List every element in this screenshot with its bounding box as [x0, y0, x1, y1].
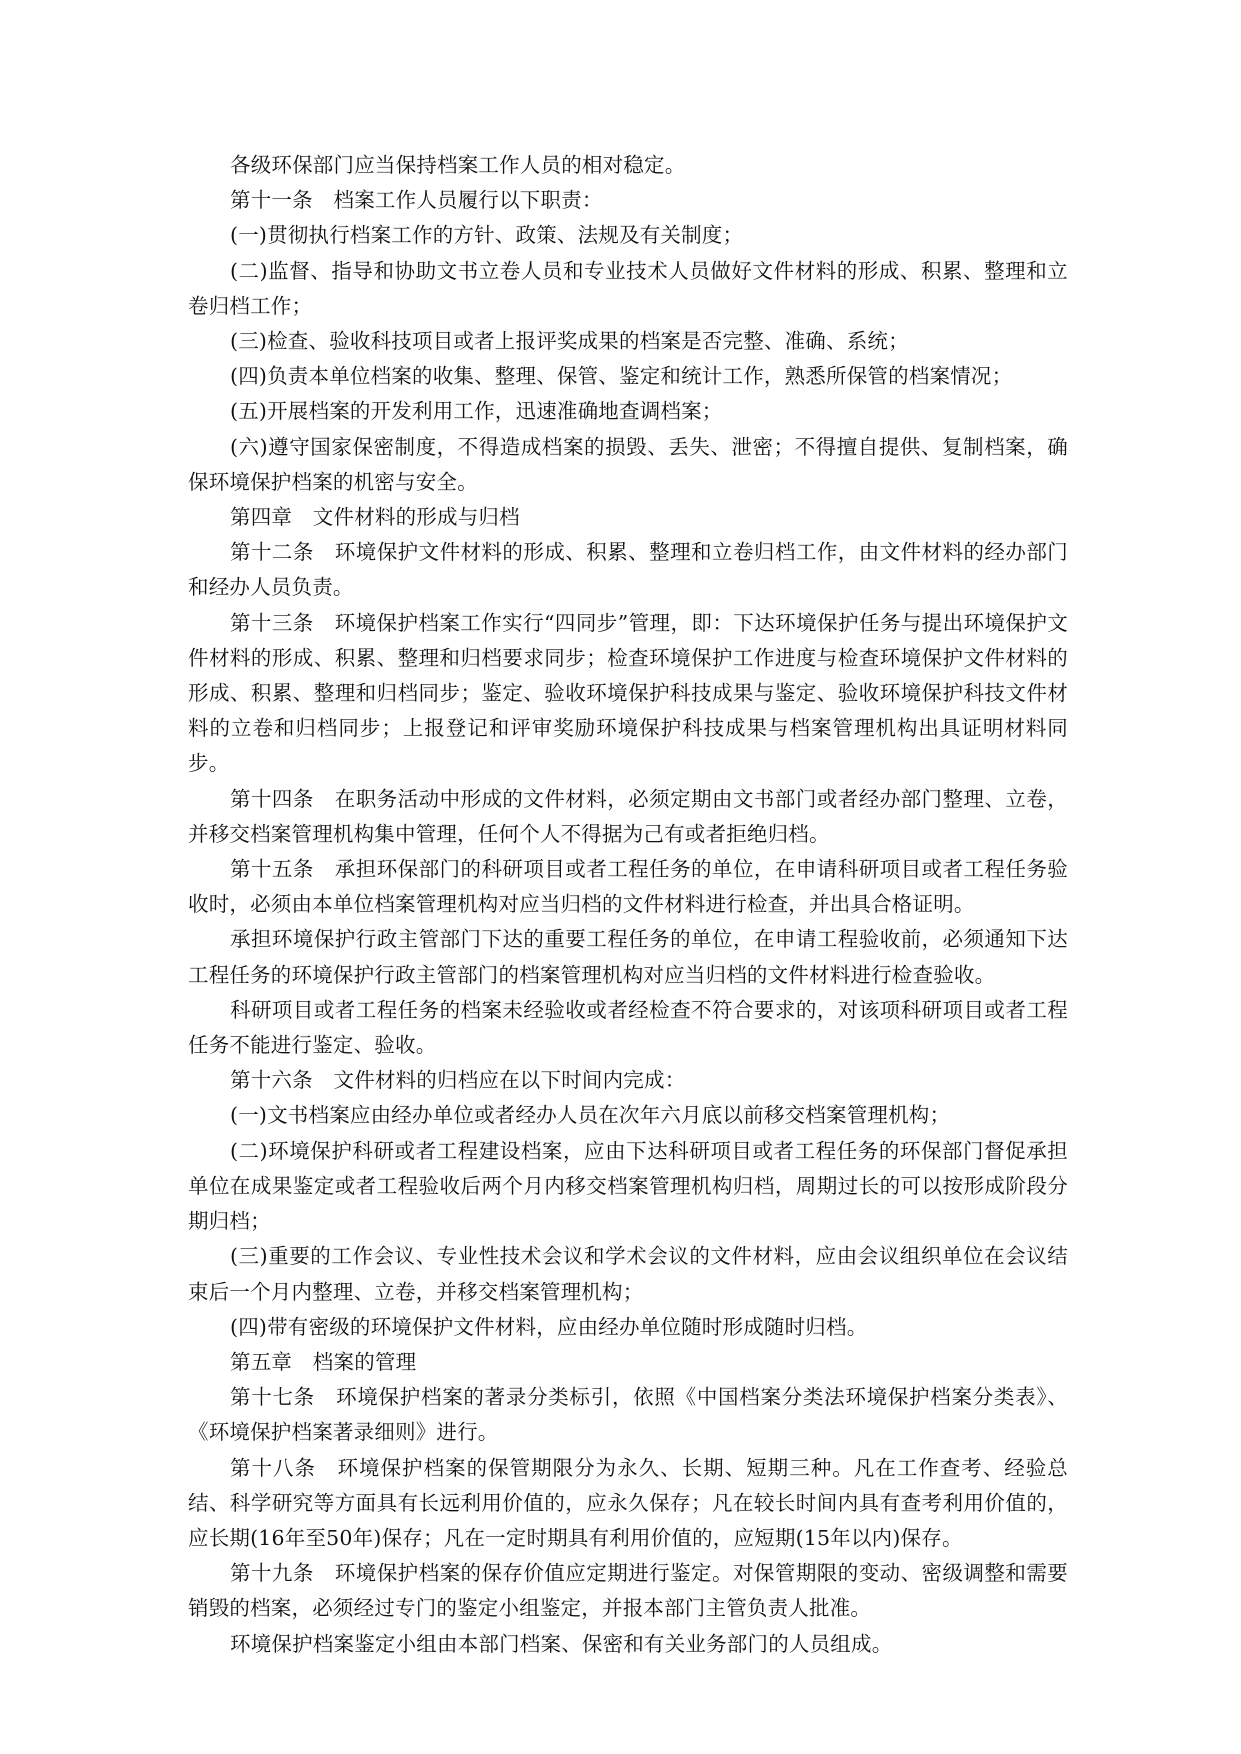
chapter-4-heading: 第四章 文件材料的形成与归档	[230, 505, 520, 530]
list-item: (四)负责本单位档案的收集、整理、保管、鉴定和统计工作，熟悉所保管的档案情况；	[230, 364, 1013, 389]
article-12: 第十二条 环境保护文件材料的形成、积累、整理和立卷归档工作，由文件材料的经办部门和经办人员负责。	[188, 540, 1068, 600]
article-17: 第十七条 环境保护档案的著录分类标引，依照《中国档案分类法环境保护档案分类表》、《环境保护档案著录细则》进行。	[188, 1385, 1068, 1445]
list-item: (一)文书档案应由经办单位或者经办人员在次年六月底以前移交档案管理机构；	[230, 1103, 951, 1128]
article-14: 第十四条 在职务活动中形成的文件材料，必须定期由文书部门或者经办部门整理、立卷，并移交档案管理机构集中管理，任何个人不得据为己有或者拒绝归档。	[188, 786, 1068, 846]
list-item: (五)开展档案的开发利用工作，迅速准确地查调档案；	[230, 399, 723, 424]
list-item: (三)重要的工作会议、专业性技术会议和学术会议的文件材料，应由会议组织单位在会议结束后一个月内整理、立卷，并移交档案管理机构；	[188, 1244, 1068, 1304]
list-item: (一)贯彻执行档案工作的方针、政策、法规及有关制度；	[230, 223, 744, 248]
list-item: (三)检查、验收科技项目或者上报评奖成果的档案是否完整、准确、系统；	[230, 329, 909, 354]
list-item: (二)监督、指导和协助文书立卷人员和专业技术人员做好文件材料的形成、积累、整理和立卷归档工作；	[188, 258, 1068, 318]
paragraph-1: 各级环保部门应当保持档案工作人员的相对稳定。	[230, 153, 686, 177]
list-item: (二)环境保护科研或者工程建设档案，应由下达科研项目或者工程任务的环保部门督促承担单位在成果鉴定或者工程验收后两个月内移交档案管理机构归档，周期过长的可以按形成阶段分期归档；	[188, 1138, 1068, 1234]
list-item: (六)遵守国家保密制度，不得造成档案的损毁、丢失、泄密；不得擅自提供、复制档案，确保环境保护档案的机密与安全。	[188, 434, 1068, 494]
paragraph: 科研项目或者工程任务的档案未经验收或者经检查不符合要求的，对该项科研项目或者工程任务不能进行鉴定、验收。	[188, 997, 1068, 1058]
document-page	[188, 148, 1068, 1662]
article-11-heading: 第十一条 档案工作人员履行以下职责：	[230, 188, 603, 213]
paragraph: 承担环境保护行政主管部门下达的重要工程任务的单位，在申请工程验收前，必须通知下达工程任务的环境保护行政主管部门的档案管理机构对应当归档的文件材料进行检查验收。	[188, 927, 1068, 987]
chapter-5-heading: 第五章 档案的管理	[230, 1349, 417, 1374]
article-15: 第十五条 承担环保部门的科研项目或者工程任务的单位，在申请科研项目或者工程任务验收时，必须由本单位档案管理机构对应当归档的文件材料进行检查，并出具合格证明。	[188, 857, 1068, 917]
list-item: (四)带有密级的环境保护文件材料，应由经办单位随时形成随时归档。	[230, 1314, 868, 1339]
paragraph: 环境保护档案鉴定小组由本部门档案、保密和有关业务部门的人员组成。	[230, 1631, 893, 1656]
article-16-heading: 第十六条 文件材料的归档应在以下时间内完成：	[230, 1068, 686, 1093]
article-18: 第十八条 环境保护档案的保管期限分为永久、长期、短期三种。凡在工作查考、经验总结、科学研究等方面具有长远利用价值的，应永久保存；凡在较长时间内具有查考利用价值的，应长期(16年至50年)保存；凡在一定时期具有利用价值的，应短期(15年以内)保存。	[188, 1455, 1068, 1550]
article-19: 第十九条 环境保护档案的保存价值应定期进行鉴定。对保管期限的变动、密级调整和需要销毁的档案，必须经过专门的鉴定小组鉴定，并报本部门主管负责人批准。	[188, 1561, 1068, 1621]
article-13: 第十三条 环境保护档案工作实行“四同步”管理，即：下达环境保护任务与提出环境保护文件材料的形成、积累、整理和归档要求同步；检查环境保护工作进度与检查环境保护文件材料的形成、积累、整理和归档同步；鉴定、验收环境保护科技成果与鉴定、验收环境保护科技文件材料的立卷和归档同步；上报登记和评审奖励环境保护科技成果与档案管理机构出具证明材料同步。	[188, 610, 1068, 776]
